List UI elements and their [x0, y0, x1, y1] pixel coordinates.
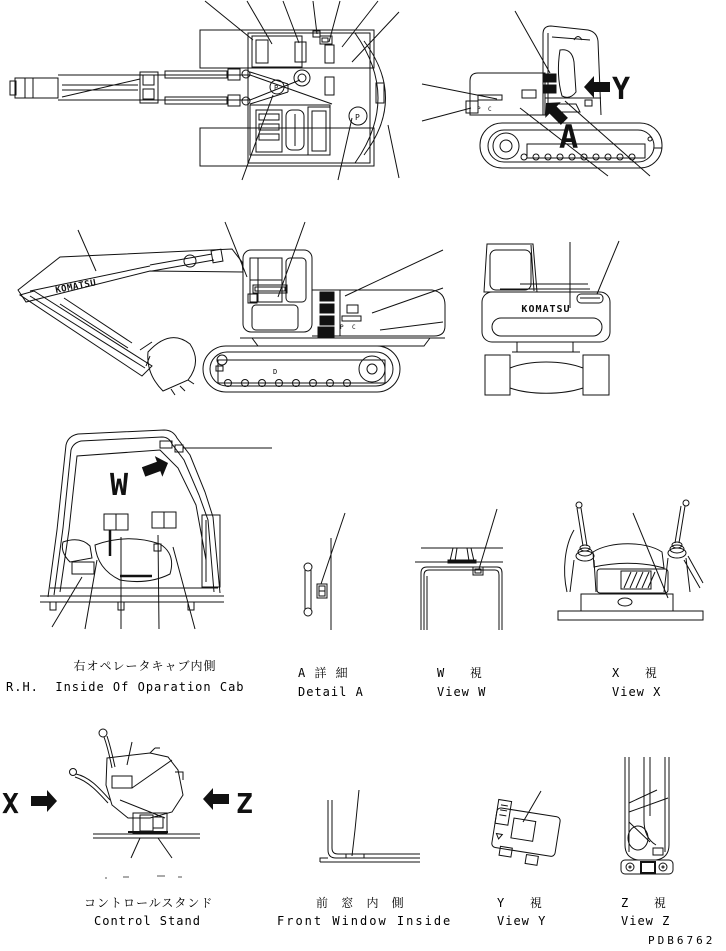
rear-view-brand: KOMATSU — [521, 304, 571, 315]
caption-view-w-jp: W 視 — [437, 666, 483, 680]
caption-view-w-en: View W — [437, 685, 487, 699]
caption-front-window-en: Front Window Inside — [277, 914, 453, 928]
arrow-y-icon — [584, 76, 610, 98]
view-x-drawing — [558, 500, 703, 620]
top-view-mark-p2: P — [355, 113, 360, 122]
view-w-drawing — [415, 509, 503, 630]
drawing-code: PDB6762 — [648, 934, 716, 947]
rear-view-drawing — [482, 241, 619, 395]
caption-view-z-jp: Z 視 — [621, 896, 667, 910]
label-x: X — [2, 787, 19, 820]
top-view-drawing — [10, 1, 399, 180]
side-rear-mark-p: P — [477, 106, 481, 113]
side-rear-view-drawing — [422, 11, 662, 176]
arrow-z-icon — [203, 788, 229, 810]
label-y: Y — [612, 72, 631, 107]
caption-view-y-jp: Y 視 — [497, 896, 543, 910]
top-view-mark-p1: P — [274, 84, 279, 92]
caption-control-stand-en: Control Stand — [94, 914, 201, 928]
front-window-drawing — [320, 790, 420, 862]
caption-cab-interior-en: R.H. Inside Of Oparation Cab — [6, 680, 245, 694]
caption-view-z-en: View Z — [621, 914, 671, 928]
arrow-x-icon — [31, 790, 57, 812]
caption-view-x-jp: X 視 — [612, 666, 658, 680]
caption-cab-interior-jp: 右オペレータキャブ内側 — [73, 659, 217, 673]
caption-view-x-en: View X — [612, 685, 662, 699]
caption-detail-a-en: Detail A — [298, 685, 364, 699]
side-view-mark-d: D — [273, 368, 278, 376]
label-z: Z — [236, 787, 253, 820]
caption-detail-a-jp: A 詳 細 — [298, 666, 349, 680]
side-view-mark-p: P — [340, 324, 344, 331]
label-a: A — [559, 118, 579, 156]
caption-front-window-jp: 前 窓 内 側 — [316, 896, 407, 910]
caption-control-stand-jp: コントロールスタンド — [84, 896, 214, 910]
view-y-drawing — [490, 791, 562, 868]
control-stand-drawing — [2, 729, 253, 878]
side-view-brand: KOMATSU — [54, 278, 98, 296]
detail-a-drawing — [304, 513, 345, 630]
cab-interior-drawing — [40, 430, 272, 629]
side-rear-mark-c: C — [488, 106, 492, 113]
label-w: W — [110, 468, 129, 503]
side-view-mark-c: C — [352, 324, 356, 331]
caption-view-y-en: View Y — [497, 914, 547, 928]
side-view-drawing — [18, 222, 445, 395]
view-z-drawing — [621, 757, 673, 874]
